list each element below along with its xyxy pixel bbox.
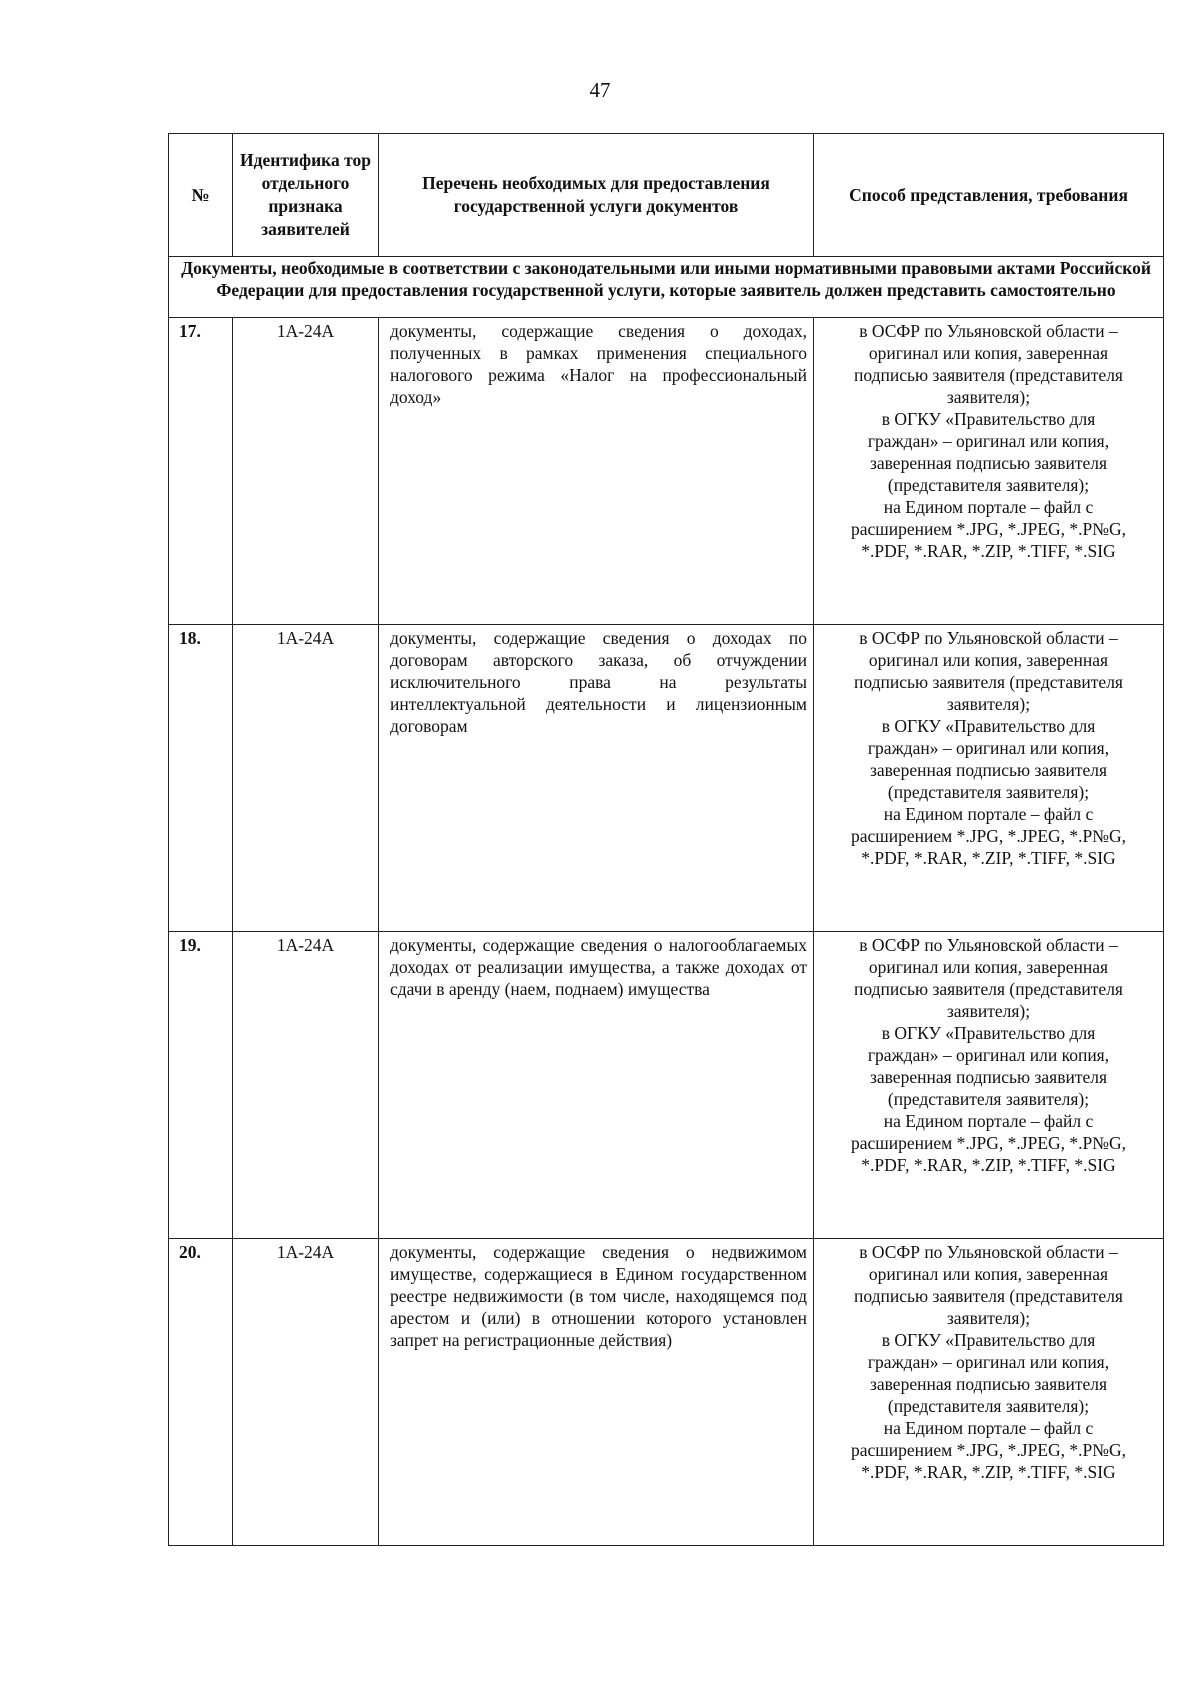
row-identifier: 1А-24А [233, 318, 379, 625]
method-line: заявителя); [946, 387, 1031, 407]
method-line: в ОСФР по Ульяновской области – [859, 321, 1118, 341]
section-title: Документы, необходимые в соответствии с законодательными или иными нормативными правовыми актами Российской Федерации для предоставления государственной услуги, которые заявитель должен представить самостоятельно [169, 257, 1164, 318]
method-line: расширением *.JPG, *.JPEG, *.P№G, [851, 1133, 1126, 1153]
method-line: расширением *.JPG, *.JPEG, *.P№G, [851, 1440, 1126, 1460]
row-number: 19. [169, 932, 233, 1239]
method-line: граждан» – оригинал или копия, [867, 431, 1110, 451]
method-line: заверенная подписью заявителя [869, 1374, 1108, 1394]
row-identifier: 1А-24А [233, 625, 379, 932]
method-line: расширением *.JPG, *.JPEG, *.P№G, [851, 519, 1126, 539]
method-line: (представителя заявителя); [887, 782, 1090, 802]
method-line: в ОГКУ «Правительство для [881, 409, 1096, 429]
method-line: на Едином портале – файл с [883, 497, 1094, 517]
method-line: в ОГКУ «Правительство для [881, 1023, 1096, 1043]
method-line: на Едином портале – файл с [883, 1111, 1094, 1131]
method-line: подписью заявителя (представителя [854, 979, 1123, 999]
method-line: (представителя заявителя); [887, 1089, 1090, 1109]
method-line: в ОСФР по Ульяновской области – [859, 628, 1118, 648]
method-line: (представителя заявителя); [887, 475, 1090, 495]
method-line: оригинал или копия, заверенная [868, 650, 1109, 670]
row-number: 20. [169, 1239, 233, 1546]
row-method [814, 932, 1164, 1239]
row-document: документы, содержащие сведения о доходах по договорам авторского заказа, об отчуждении исключительного права на результаты интеллектуальной деятельности и лицензионным договорам [379, 625, 814, 932]
method-line: в ОСФР по Ульяновской области – [859, 935, 1118, 955]
method-line: на Едином портале – файл с [883, 804, 1094, 824]
table-row [169, 318, 1164, 625]
method-line: заявителя); [946, 1001, 1031, 1021]
table-row [169, 625, 1164, 932]
method-line: заверенная подписью заявителя [869, 760, 1108, 780]
header-method: Способ представления, требования [814, 134, 1164, 257]
method-line: граждан» – оригинал или копия, [867, 1352, 1110, 1372]
method-line: заявителя); [946, 694, 1031, 714]
method-line: расширением *.JPG, *.JPEG, *.P№G, [851, 826, 1126, 846]
row-number: 18. [169, 625, 233, 932]
row-identifier: 1А-24А [233, 1239, 379, 1546]
method-line: граждан» – оригинал или копия, [867, 738, 1110, 758]
method-line: в ОГКУ «Правительство для [881, 1330, 1096, 1350]
row-document: документы, содержащие сведения о доходах, полученных в рамках применения специального налогового режима «Налог на профессиональный доход» [379, 318, 814, 625]
method-line: заявителя); [946, 1308, 1031, 1328]
method-line: на Едином портале – файл с [883, 1418, 1094, 1438]
method-line: оригинал или копия, заверенная [868, 1264, 1109, 1284]
row-document: документы, содержащие сведения о недвижимом имуществе, содержащиеся в Едином государственном реестре недвижимости (в том числе, находящемся под арестом и (или) в отношении которого установлен запрет на регистрационные действия) [379, 1239, 814, 1546]
method-line: в ОГКУ «Правительство для [881, 716, 1096, 736]
table-row [169, 1239, 1164, 1546]
method-line: *.PDF, *.RAR, *.ZIP, *.TIFF, *.SIG [861, 541, 1116, 561]
method-line: подписью заявителя (представителя [854, 672, 1123, 692]
method-line: заверенная подписью заявителя [869, 1067, 1108, 1087]
method-line: (представителя заявителя); [887, 1396, 1090, 1416]
documents-table [168, 133, 1164, 1546]
method-line: в ОСФР по Ульяновской области – [859, 1242, 1118, 1262]
method-line: заверенная подписью заявителя [869, 453, 1108, 473]
method-line: оригинал или копия, заверенная [868, 957, 1109, 977]
method-line: подписью заявителя (представителя [854, 365, 1123, 385]
row-identifier: 1А-24А [233, 932, 379, 1239]
row-method [814, 318, 1164, 625]
method-line: граждан» – оригинал или копия, [867, 1045, 1110, 1065]
method-line: подписью заявителя (представителя [854, 1286, 1123, 1306]
method-line: оригинал или копия, заверенная [868, 343, 1109, 363]
row-method [814, 1239, 1164, 1546]
row-method [814, 625, 1164, 932]
table-header-row [169, 134, 1164, 257]
row-document: документы, содержащие сведения о налогооблагаемых доходах от реализации имущества, а также доходах от сдачи в аренду (наем, поднаем) имущества [379, 932, 814, 1239]
row-number: 17. [169, 318, 233, 625]
section-title-row [169, 257, 1164, 318]
page-number: 47 [589, 78, 611, 102]
method-line: *.PDF, *.RAR, *.ZIP, *.TIFF, *.SIG [861, 848, 1116, 868]
method-line: *.PDF, *.RAR, *.ZIP, *.TIFF, *.SIG [861, 1462, 1116, 1482]
header-documents: Перечень необходимых для предоставления государственной услуги документов [379, 134, 814, 257]
header-identifier: Идентифика тор отдельного признака заявителей [233, 134, 379, 257]
method-line: *.PDF, *.RAR, *.ZIP, *.TIFF, *.SIG [861, 1155, 1116, 1175]
table-row [169, 932, 1164, 1239]
header-num: № [169, 134, 233, 257]
